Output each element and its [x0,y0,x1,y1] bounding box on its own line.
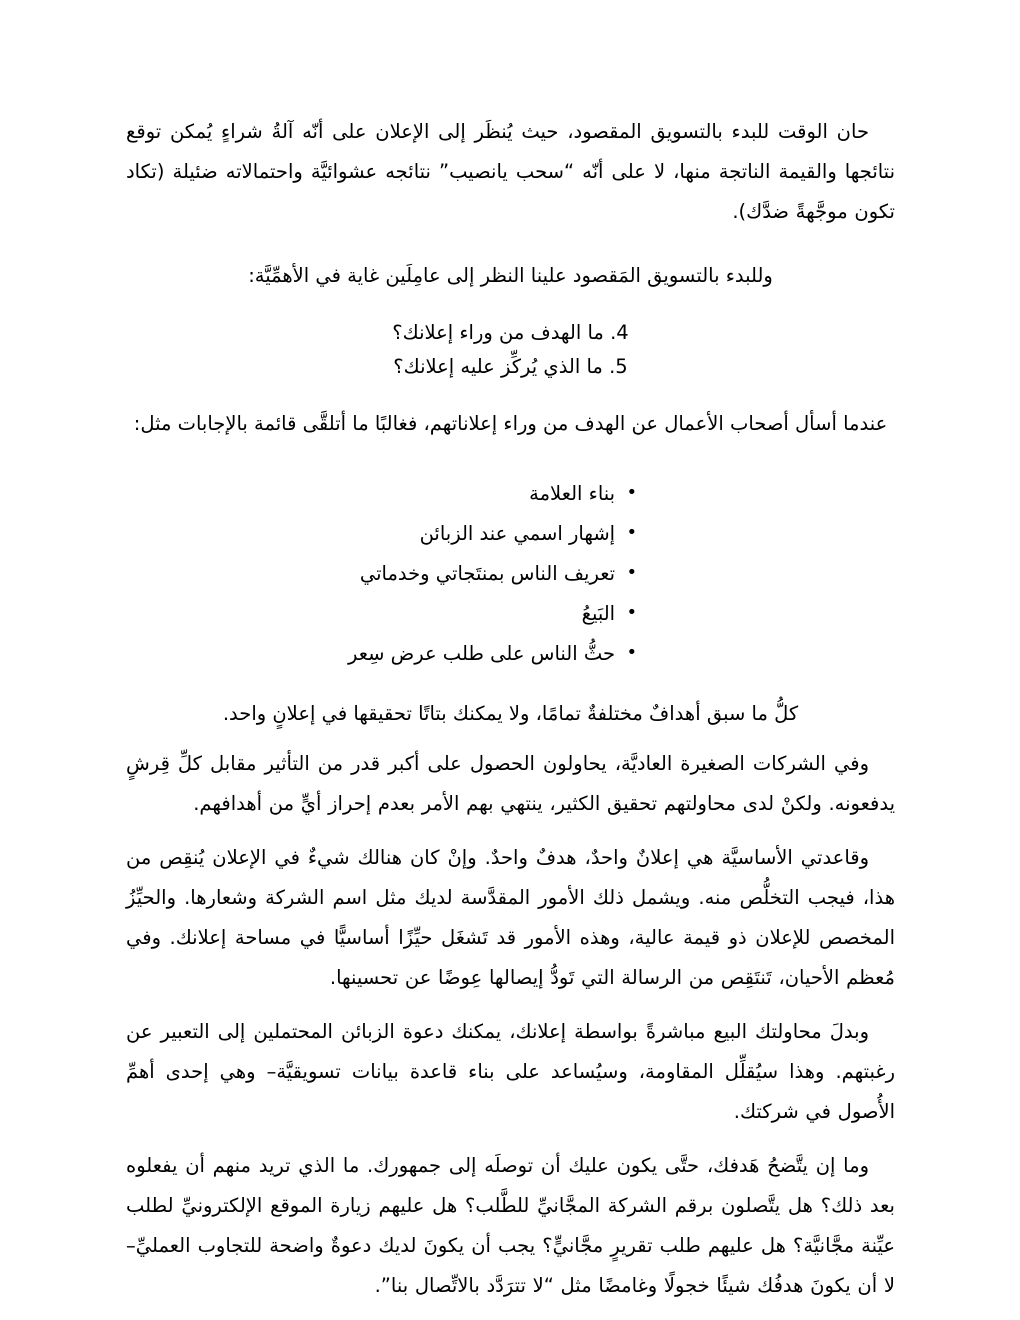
paragraph-7: وبدلَ محاولتك البيع مباشرةً بواسطة إعلانك، يمكنك دعوة الزبائن المحتملين إلى التعبير عن رغبتهم. وهذا سيُقلِّل المقاومة، وسيُساعد على بناء قاعدة بيانات تسويقيَّة– وهي إحدى أهمِّ الأُصول في شركتك. [126,1020,895,1123]
bulleted-list-item-label: حثُّ الناس على طلب عرض سِعر [347,642,616,665]
numbered-list-item-label: ما الهدف من وراء إعلانك؟ [392,321,604,344]
numbered-list-item [126,350,895,384]
bulleted-list-item-label: البَيعُ [581,602,616,625]
bulleted-list-item [126,514,637,554]
bulleted-list [126,474,895,674]
bulleted-list-item-label: تعريف الناس بمنتَجاتي وخدماتي [359,562,616,585]
paragraph-4: كلُّ ما سبق أهدافٌ مختلفةٌ تمامًا، ولا يمكنك بتاتًا تحقيقها في إعلانٍ واحد. [222,702,799,725]
bulleted-list-item-label: بناء العلامة [529,482,616,505]
paragraph-5: وفي الشركات الصغيرة العاديَّة، يحاولون الحصول على أكبر قدر من التأثير مقابل كلِّ قِرشٍ يدفعونه. ولكنْ لدى محاولتهم تحقيق الكثير، ينتهي بهم الأمر بعدم إحراز أيٍّ من أهدافهم. [126,752,895,815]
spacer [126,444,895,474]
spacer [126,674,895,694]
numbered-list-item-separator: . [602,355,616,378]
paragraph-2: وللبدء بالتسويق المَقصود علينا النظر إلى عامِلَين غاية في الأهمِّيَّة: [248,264,773,287]
paragraph-8: وما إن يتَّضحُ هَدفك، حتَّى يكون عليك أن توصلَه إلى جمهورك. ما الذي تريد منهم أن يفعلوه بعد ذلك؟ هل يتَّصلون برقم الشركة المجَّانيِّ للطَّلب؟ هل عليهم زيارة الموقع الإلكترونيِّ لطلب عيِّنة مجَّانيَّة؟ هل عليهم طلب تقريرٍ مجَّانيٍّ؟ يجب أن يكونَ لديك دعوةٌ واضحة للتجاوب العمليِّ– لا أن يكونَ هدفُك شيئًا خجولًا وغامضًا مثل “لا تترَدَّد بالاتِّصال بنا”. [126,1154,895,1297]
spacer [126,296,895,316]
bullet-marker-icon [582,594,638,634]
numbered-list-item-number: 4 [616,321,629,344]
paragraph-1: حان الوقت للبدء بالتسويق المقصود، حيث يُنظَر إلى الإعلان على أنّه آلةُ شراءٍ يُمكن توقع نتائجها والقيمة الناتجة منها، لا على أنّه “سحب يانصيب” نتائجه عشوائيَّة واحتمالاته ضئيلة (تكاد تكون موجَّهةً ضدَّك). [126,120,895,223]
numbered-list-item-separator: . [603,321,617,344]
spacer [126,246,895,256]
numbered-list-item [126,316,895,350]
numbered-list [126,316,895,384]
spacer [126,734,895,744]
numbered-list-item-label: ما الذي يُركِّز عليه إعلانك؟ [393,355,603,378]
bullet-marker-icon [360,554,637,594]
document-body [126,112,895,1306]
bulleted-list-item [126,554,637,594]
bullet-marker-icon [348,634,637,674]
paragraph-3: عندما أسأل أصحاب الأعمال عن الهدف من وراء إعلاناتهم، فغالبًا ما أتلقَّى قائمة بالإجابات مثل: [133,412,888,435]
paragraph-6: وقاعدتي الأساسيَّة هي إعلانٌ واحدٌ، هدفٌ واحدٌ. وإنْ كان هنالك شيءٌ في الإعلان يُنقِص من هذا، فيجب التخلُّص منه. ويشمل ذلك الأمور المقدَّسة لديك مثل اسم الشركة وشعارها. والحيِّزُ المخصص للإعلان ذو قيمة عالية، وهذه الأمور قد تَشغَل حيِّزًا أساسيًّا في مساحة إعلانك. وفي مُعظم الأحيان، تَنتَقِص من الرسالة التي تَودُّ إيصالها عِوضًا عن تحسينها. [126,846,895,989]
bulleted-list-item [126,634,637,674]
spacer [126,384,895,404]
bulleted-list-item-label: إشهار اسمي عند الزبائن [419,522,616,545]
bullet-marker-icon [529,474,637,514]
bulleted-list-item [126,594,637,634]
bulleted-list-item [126,474,637,514]
numbered-list-item-number: 5 [615,355,628,378]
bullet-marker-icon [420,514,638,554]
